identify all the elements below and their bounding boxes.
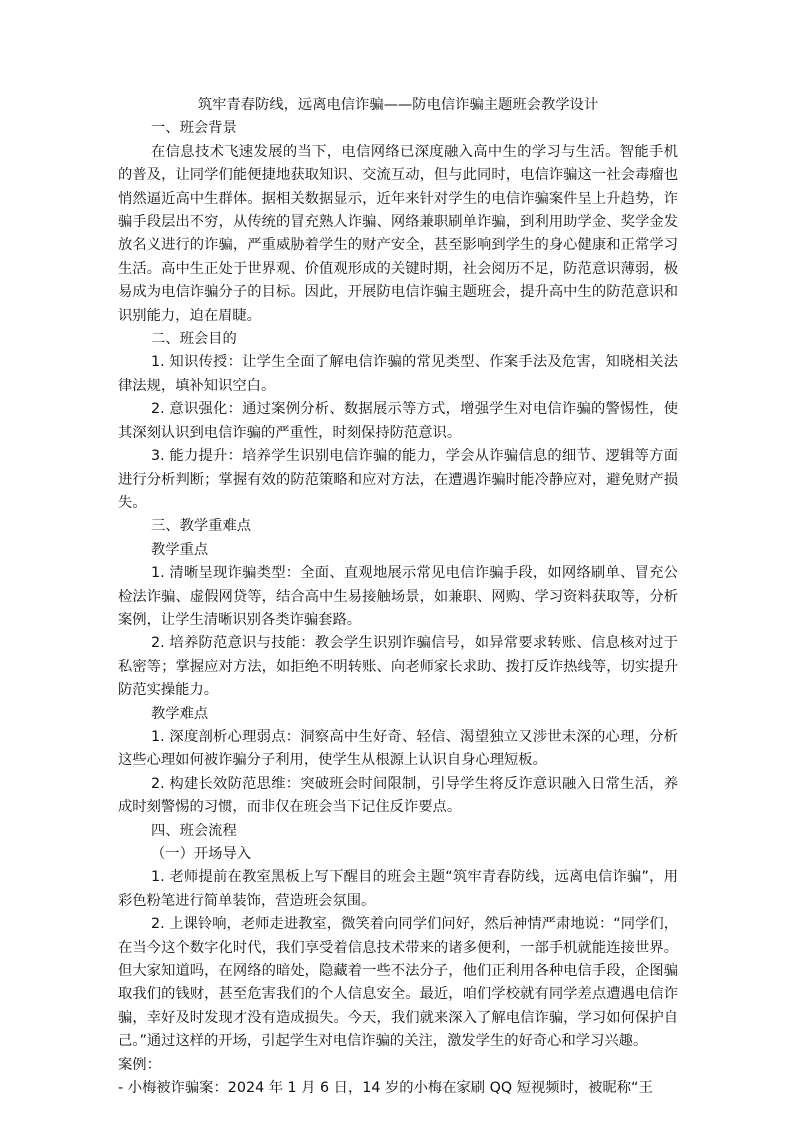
- difficulty-item-1: 1. 深度剖析心理弱点：洞察高中生好奇、轻信、渴望独立又涉世未深的心理，分析这些心理如何被诈骗分子利用，使学生从根源上认识自身心理短板。: [118, 728, 678, 769]
- section-heading-key-points: 三、教学重难点: [151, 518, 252, 535]
- difficulty-item-2: 2. 构建长效防范思维：突破班会时间限制，引导学生将反诈意识融入日常生活，养成时刻警惕的习惯，而非仅在班会当下记住反诈要点。: [118, 775, 678, 816]
- section-heading-background: 一、班会背景: [151, 120, 237, 137]
- document-page: [118, 94, 678, 1100]
- process-item-2: 2. 上课铃响，老师走进教室，微笑着向同学们问好，然后神情严肃地说：“同学们，在当今这个数字化时代，我们享受着信息技术带来的诸多便利，一部手机就能连接世界。但大家知道吗，在网络的暗处，隐藏着一些不法分子，他们正利用各种电信手段，企图骗取我们的钱财，甚至危害我们的个人信息安全。最近，咱们学校就有同学差点遭遇电信诈骗，幸好及时发现才没有造成损失。今天，我们就来深入了解电信诈骗，学习如何保护自己。”通过这样的开场，引起学生对电信诈骗的关注，激发学生的好奇心和学习兴趣。: [118, 916, 678, 1050]
- process-item-1: 1. 老师提前在教室黑板上写下醒目的班会主题“筑牢青春防线，远离电信诈骗”，用彩色粉笔进行简单装饰，营造班会氛围。: [118, 869, 678, 909]
- document-title: 筑牢青春防线，远离电信诈骗——防电信诈骗主题班会教学设计: [197, 97, 599, 113]
- subheading-difficulties: 教学难点: [151, 705, 209, 722]
- paragraph-background: 在信息技术飞速发展的当下，电信网络已深度融入高中生的学习与生活。智能手机的普及，让同学们能便捷地获取知识、交流互动，但与此同时，电信诈骗这一社会毒瘤也悄然逼近高中生群体。据相关数据显示，近年来针对学生的电信诈骗案件呈上升趋势，诈骗手段层出不穷，从传统的冒充熟人诈骗、网络兼职刷单诈骗，到利用助学金、奖学金发放名义进行的诈骗，严重威胁着学生的财产安全，甚至影响到学生的身心健康和正常学习生活。高中生正处于世界观、价值观形成的关键时期，社会阅历不足，防范意识薄弱，极易成为电信诈骗分子的目标。因此，开展防电信诈骗主题班会，提升高中生的防范意识和识别能力，迫在眉睫。: [118, 143, 678, 324]
- section-heading-process: 四、班会流程: [151, 822, 237, 839]
- section-heading-purpose: 二、班会目的: [151, 331, 237, 348]
- key-point-item-2: 2. 培养防范意识与技能：教会学生识别诈骗信号，如异常要求转账、信息核对过于私密等；掌握应对方法，如拒绝不明转账、向老师家长求助、拨打反诈热线等，切实提升防范实操能力。: [118, 635, 678, 699]
- case-item-1: - 小梅被诈骗案：2024 年 1 月 6 日，14 岁的小梅在家刷 QQ 短视频时，被昵称“王: [118, 1080, 653, 1097]
- purpose-item-1: 1. 知识传授：让学生全面了解电信诈骗的常见类型、作案手法及危害，知晓相关法律法规，填补知识空白。: [118, 354, 678, 394]
- purpose-item-2: 2. 意识强化：通过案例分析、数据展示等方式，增强学生对电信诈骗的警惕性，使其深刻认识到电信诈骗的严重性，时刻保持防范意识。: [118, 401, 678, 441]
- subheading-opening: （一）开场导入: [151, 846, 252, 862]
- purpose-item-3: 3. 能力提升：培养学生识别电信诈骗的能力，学会从诈骗信息的细节、逻辑等方面进行分析判断；掌握有效的防范策略和应对方法，在遭遇诈骗时能冷静应对，避免财产损失。: [118, 448, 678, 511]
- key-point-item-1: 1. 清晰呈现诈骗类型：全面、直观地展示常见电信诈骗手段，如网络刷单、冒充公检法诈骗、虚假网贷等，结合高中生易接触场景，如兼职、网购、学习资料获取等，分析案例，让学生清晰识别各类诈骗套路。: [118, 565, 678, 628]
- subheading-key-points: 教学重点: [151, 541, 209, 558]
- case-label: 案例：: [118, 1056, 161, 1073]
